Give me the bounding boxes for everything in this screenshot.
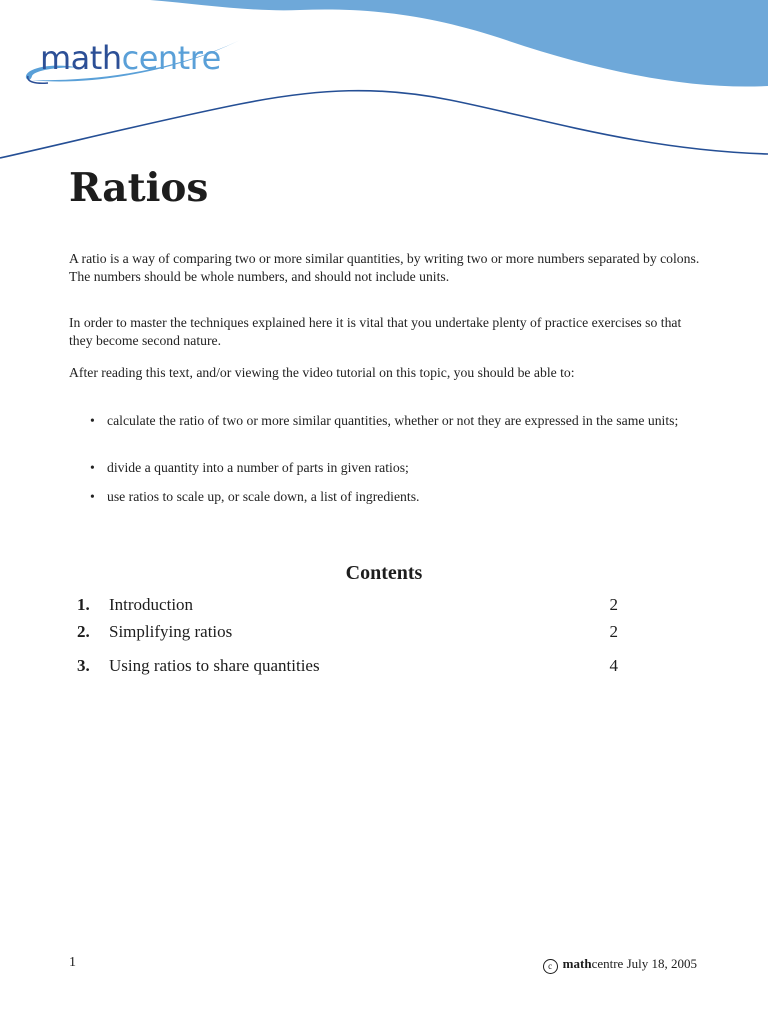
logo-wordmark: [40, 38, 221, 78]
mathcentre-logo: [22, 34, 252, 90]
list-item: [90, 459, 702, 477]
toc-number: 3.: [77, 656, 90, 675]
footer-brand-math: math: [562, 956, 592, 971]
toc-number: 1.: [77, 595, 90, 614]
list-item: [90, 488, 702, 506]
logo-centre-text: centre: [121, 39, 221, 77]
toc-page-number: 2: [609, 595, 618, 614]
objective-text: divide a quantity into a number of parts in given ratios;: [107, 460, 409, 475]
list-item: [90, 412, 702, 430]
header-wave-line: [0, 91, 768, 158]
toc-page-number: 4: [609, 656, 618, 675]
logo-math-text: math: [40, 39, 122, 77]
footer-date: July 18, 2005: [626, 956, 697, 971]
bullet-icon: •: [90, 489, 95, 504]
contents-heading: Contents: [345, 562, 423, 584]
toc-entry-simplifying-ratios[interactable]: [69, 621, 618, 643]
footer-copyright: [543, 955, 697, 974]
intro-paragraph-2: In order to master the techniques explained here it is vital that you undertake plenty of practice exercises so that they become second nature.: [69, 315, 682, 348]
toc-page-number: 2: [609, 622, 618, 641]
toc-entry-introduction[interactable]: [69, 594, 618, 616]
footer-brand-centre: centre: [591, 956, 624, 971]
intro-paragraph-3: After reading this text, and/or viewing the video tutorial on this topic, you should be able to:: [69, 365, 575, 380]
page-title: Ratios: [69, 165, 209, 211]
bullet-icon: •: [90, 413, 95, 428]
bullet-icon: •: [90, 460, 95, 475]
toc-number: 2.: [77, 622, 90, 641]
objective-text: calculate the ratio of two or more similar quantities, whether or not they are expressed in the same units;: [107, 413, 679, 428]
toc-entry-sharing-quantities[interactable]: [69, 655, 618, 677]
objective-text: use ratios to scale up, or scale down, a list of ingredients.: [107, 489, 420, 504]
toc-label: Using ratios to share quantities: [109, 656, 320, 675]
copyright-icon: c: [543, 959, 558, 974]
toc-label: Simplifying ratios: [109, 622, 233, 641]
footer-page-number: 1: [69, 955, 76, 970]
intro-paragraph-1: A ratio is a way of comparing two or more similar quantities, by writing two or more numbers separated by colons. The numbers should be whole numbers, and should not include units.: [69, 251, 700, 284]
toc-label: Introduction: [109, 595, 194, 614]
